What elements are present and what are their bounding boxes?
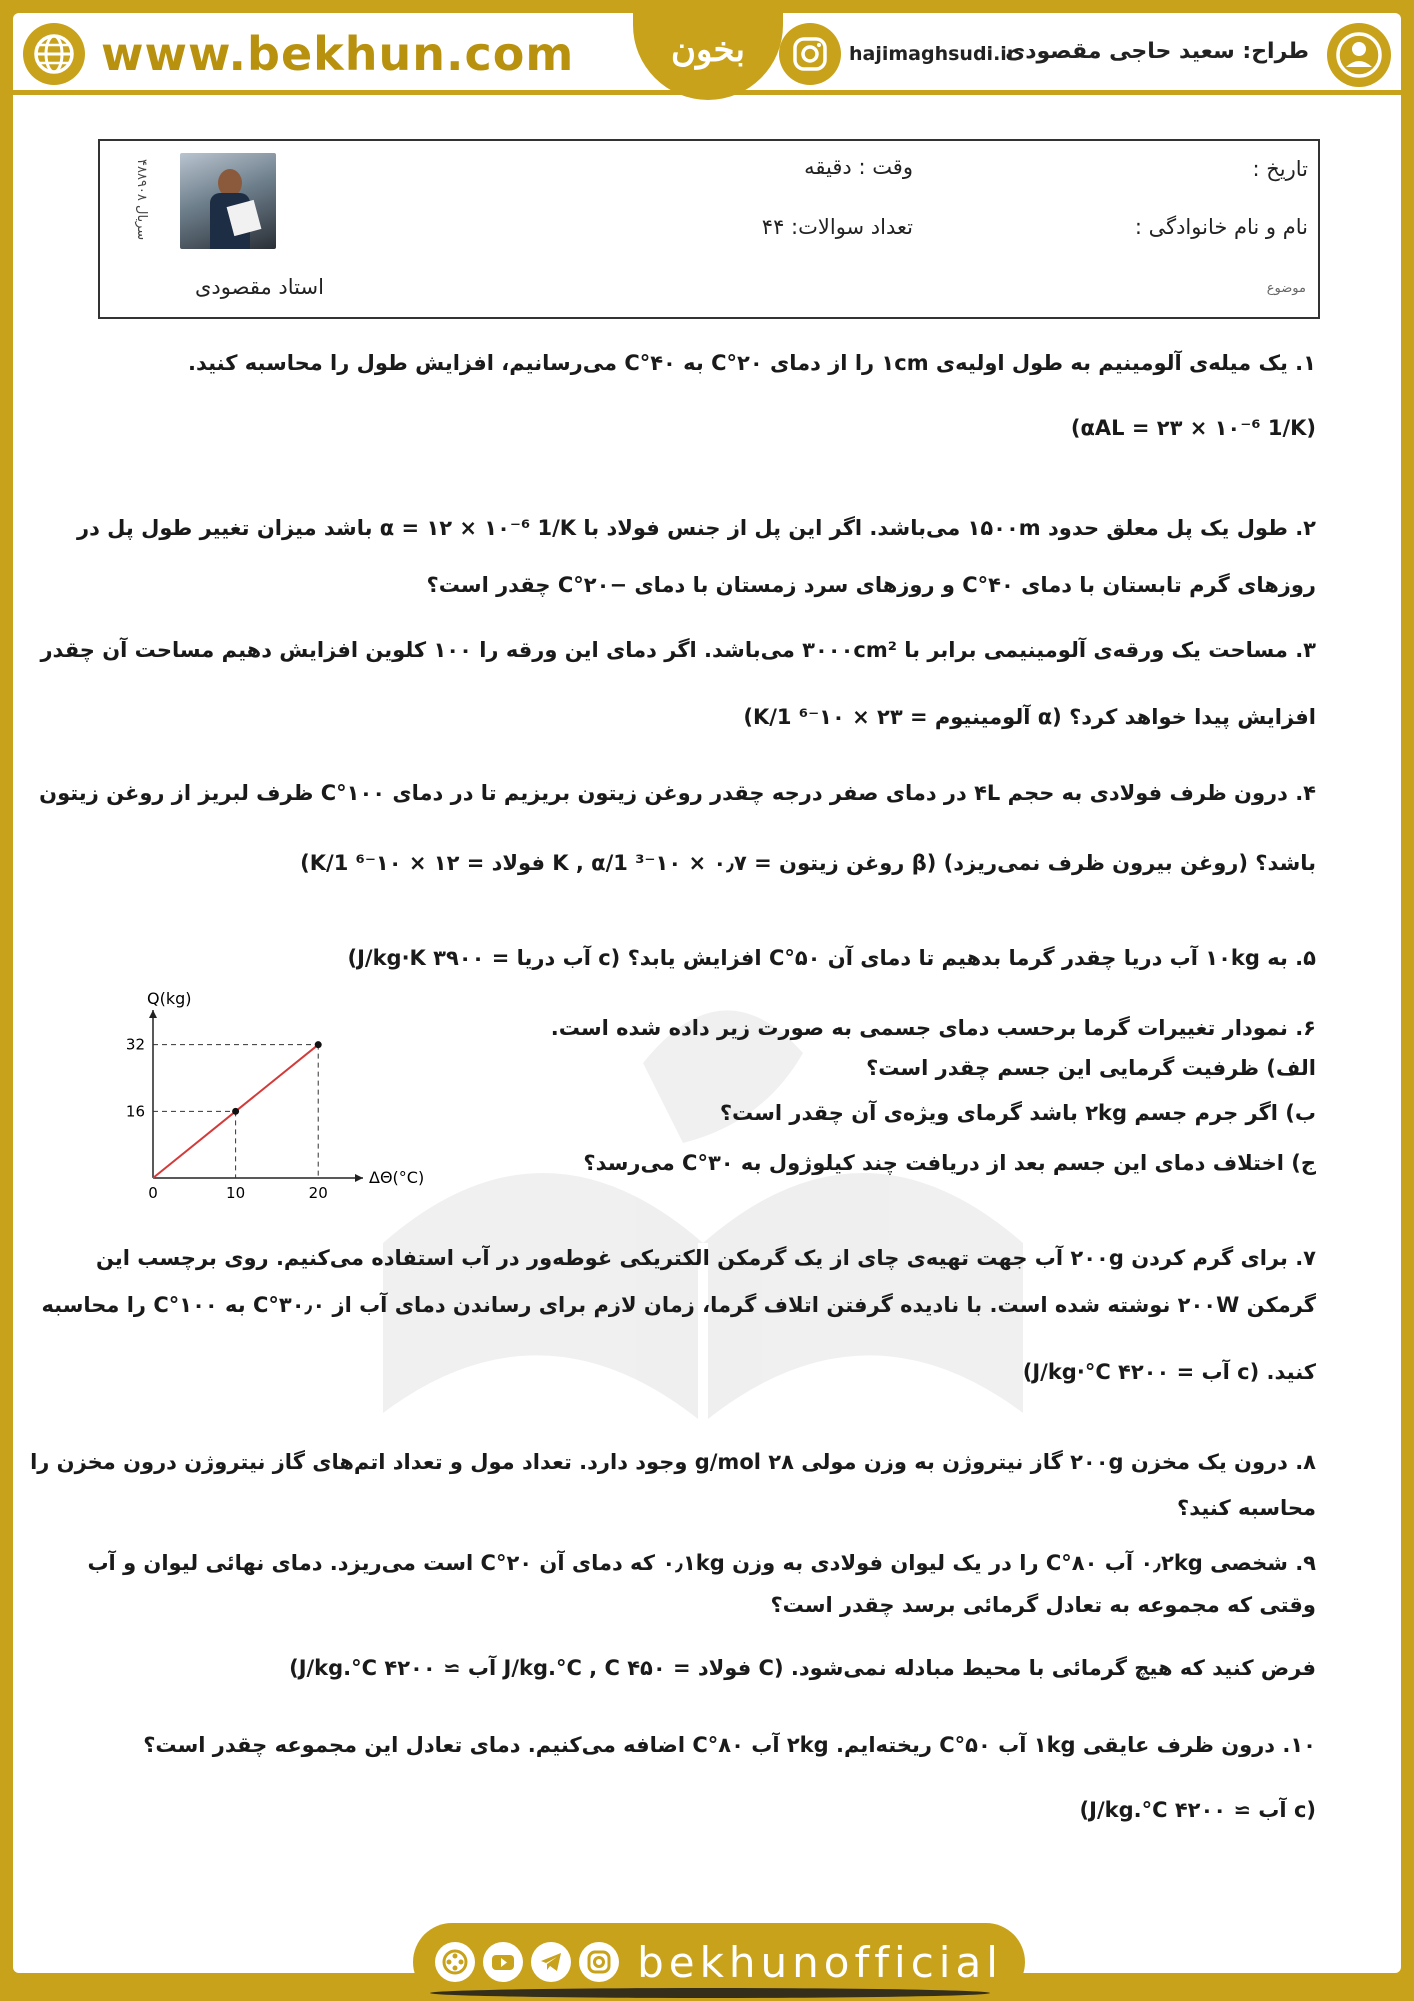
page — [13, 13, 1401, 1987]
q3-line2: افزایش پیدا خواهد کرد؟ (α آلومینیوم = ۲۳ × ۱۰⁻⁶ 1/K) — [743, 705, 1316, 729]
social-icons — [435, 1942, 619, 1982]
instagram-handle[interactable]: hajimaghsudi.ir — [849, 43, 1017, 65]
date-label: تاریخ : — [1252, 157, 1308, 181]
q1-given: (αAL = ۲۳ × ۱۰⁻⁶ 1/K) — [1070, 416, 1316, 440]
q3-line1: ۳. مساحت یک ورقه‌ی آلومینیمی برابر با ۳۰۰۰cm² می‌باشد. اگر دمای این ورقه را ۱۰۰ کلوین افزایش دهیم مساحت آن چقدر — [40, 638, 1316, 662]
serial-number: سریال ۴۸۸۹۰۸ — [134, 159, 149, 241]
q6-part-a: الف) ظرفیت گرمایی این جسم چقدر است؟ — [866, 1056, 1316, 1080]
x-tick-label: 20 — [308, 1184, 328, 1202]
teacher-name: استاد مقصودی — [195, 275, 324, 299]
q6-part-c: ج) اختلاف دمای این جسم بعد از دریافت چند کیلوژول به ۳۰°C می‌رسد؟ — [583, 1151, 1316, 1175]
time-label: وقت : دقیقه — [804, 155, 913, 179]
x-tick-label: 10 — [226, 1184, 246, 1202]
q8-line1: ۸. درون یک مخزن ۲۰۰g گاز نیتروژن به وزن مولی ۲۸ g/mol وجود دارد. تعداد مول و تعداد اتم‌های گاز نیتروژن درون مخزن را — [30, 1450, 1316, 1474]
designer-credit: طراح: سعید حاجی مقصودی — [1005, 39, 1309, 64]
q10-line1: ۱۰. درون ظرف عایقی ۱kg آب ۵۰°C ریخته‌ایم. ۲kg آب ۸۰°C اضافه می‌کنیم. دمای تعادل این مجموعه چقدر است؟ — [143, 1733, 1316, 1757]
q2-line1: ۲. طول یک پل معلق حدود ۱۵۰۰m می‌باشد. اگر این پل از جنس فولاد با α = ۱۲ × ۱۰⁻⁶ 1/K باشد میزان تغییر طول پل در — [77, 516, 1316, 540]
name-label: نام و نام خانوادگی : — [1134, 215, 1308, 239]
question-count: تعداد سوالات: ۴۴ — [761, 215, 913, 239]
y-axis-label: Q(kg) — [147, 989, 192, 1008]
telegram-icon[interactable] — [531, 1942, 571, 1982]
q7-line3: کنید. (c آب = ۴۲۰۰ J/kg·°C) — [1022, 1360, 1316, 1384]
heat-vs-temperature-graph — [108, 989, 425, 1208]
q4-line2: باشد؟ (روغن بیرون ظرف نمی‌ریزد) (β روغن زیتون = ۰٫۷ × ۱۰⁻³ 1/K , α فولاد = ۱۲ × ۱۰⁻⁶ 1/K) — [300, 851, 1316, 875]
logo-text: بخون — [671, 30, 745, 70]
q2-line2: روزهای گرم تابستان با دمای ۴۰°C و روزهای سرد زمستان با دمای −۲۰°C چقدر است؟ — [426, 573, 1316, 597]
q9-line2: وقتی که مجموعه به تعادل گرمائی برسد چقدر است؟ — [770, 1593, 1316, 1617]
q10-given: (c آب ≃ ۴۲۰۰ J/kg.°C) — [1079, 1798, 1316, 1822]
q6-intro: ۶. نمودار تغییرات گرما برحسب دمای جسمی به صورت زیر داده شده است. — [550, 1016, 1316, 1040]
y-tick-label: 16 — [125, 1102, 145, 1121]
y-tick-label: 32 — [125, 1035, 145, 1054]
q1-text: ۱. یک میله‌ی آلومینیم به طول اولیه‌ی ۱cm را از دمای ۲۰°C به ۴۰°C می‌رسانیم، افزایش طول را محاسبه کنید. — [187, 351, 1316, 375]
x-axis-arrow — [355, 1174, 363, 1182]
footer-handle[interactable]: bekhunofficial — [637, 1937, 1003, 1987]
youtube-icon[interactable] — [483, 1942, 523, 1982]
subject-label: موضوع — [1266, 281, 1306, 296]
x-tick-label: 0 — [148, 1184, 158, 1202]
q8-line2: محاسبه کنید؟ — [1177, 1496, 1316, 1520]
site-url[interactable]: www.bekhun.com — [101, 27, 575, 81]
data-point — [315, 1041, 322, 1048]
x-axis-label: ΔΘ(°C) — [369, 1168, 425, 1187]
q9-line1: ۹. شخصی ۰٫۲kg آب ۸۰°C را در یک لیوان فولادی به وزن ۰٫۱kg که دمای آن ۲۰°C است می‌ریزد. دمای نهائی لیوان و آب — [87, 1551, 1316, 1575]
q9-line3: فرض کنید که هیچ گرمائی با محیط مبادله نمی‌شود. (C فولاد = ۴۵۰ J/kg.°C , C آب ≃ ۴۲۰۰ J/kg.°C) — [289, 1656, 1316, 1680]
q7-line2: گرمکن ۲۰۰W نوشته شده است. با نادیده گرفتن اتلاف گرما، زمان لازم برای رساندن دمای آب از ۳۰٫۰°C به ۱۰۰°C را محاسبه — [41, 1293, 1316, 1317]
footer-shadow — [430, 1988, 990, 1998]
aparat-icon[interactable] — [435, 1942, 475, 1982]
questions-area — [13, 13, 1401, 1973]
q4-line1: ۴. درون ظرف فولادی به حجم ۴L در دمای صفر درجه چقدر روغن زیتون بریزیم تا در دمای ۱۰۰°C ظرف لبریز از روغن زیتون — [39, 781, 1316, 805]
q6-part-b: ب) اگر جرم جسم ۲kg باشد گرمای ویژه‌ی آن چقدر است؟ — [719, 1101, 1316, 1125]
y-axis-arrow — [149, 1010, 157, 1018]
instagram-footer-icon[interactable] — [579, 1942, 619, 1982]
data-point — [232, 1108, 239, 1115]
q7-line1: ۷. برای گرم کردن ۲۰۰g آب جهت تهیه‌ی چای از یک گرمکن الکتریکی غوطه‌ور در آب استفاده می‌کنیم. روی برچسب این — [95, 1246, 1316, 1270]
q5-text: ۵. به ۱۰kg آب دریا چقدر گرما بدهیم تا دمای آن ۵۰°C افزایش یابد؟ (c آب دریا = ۳۹۰۰ J/kg·K) — [347, 946, 1316, 970]
